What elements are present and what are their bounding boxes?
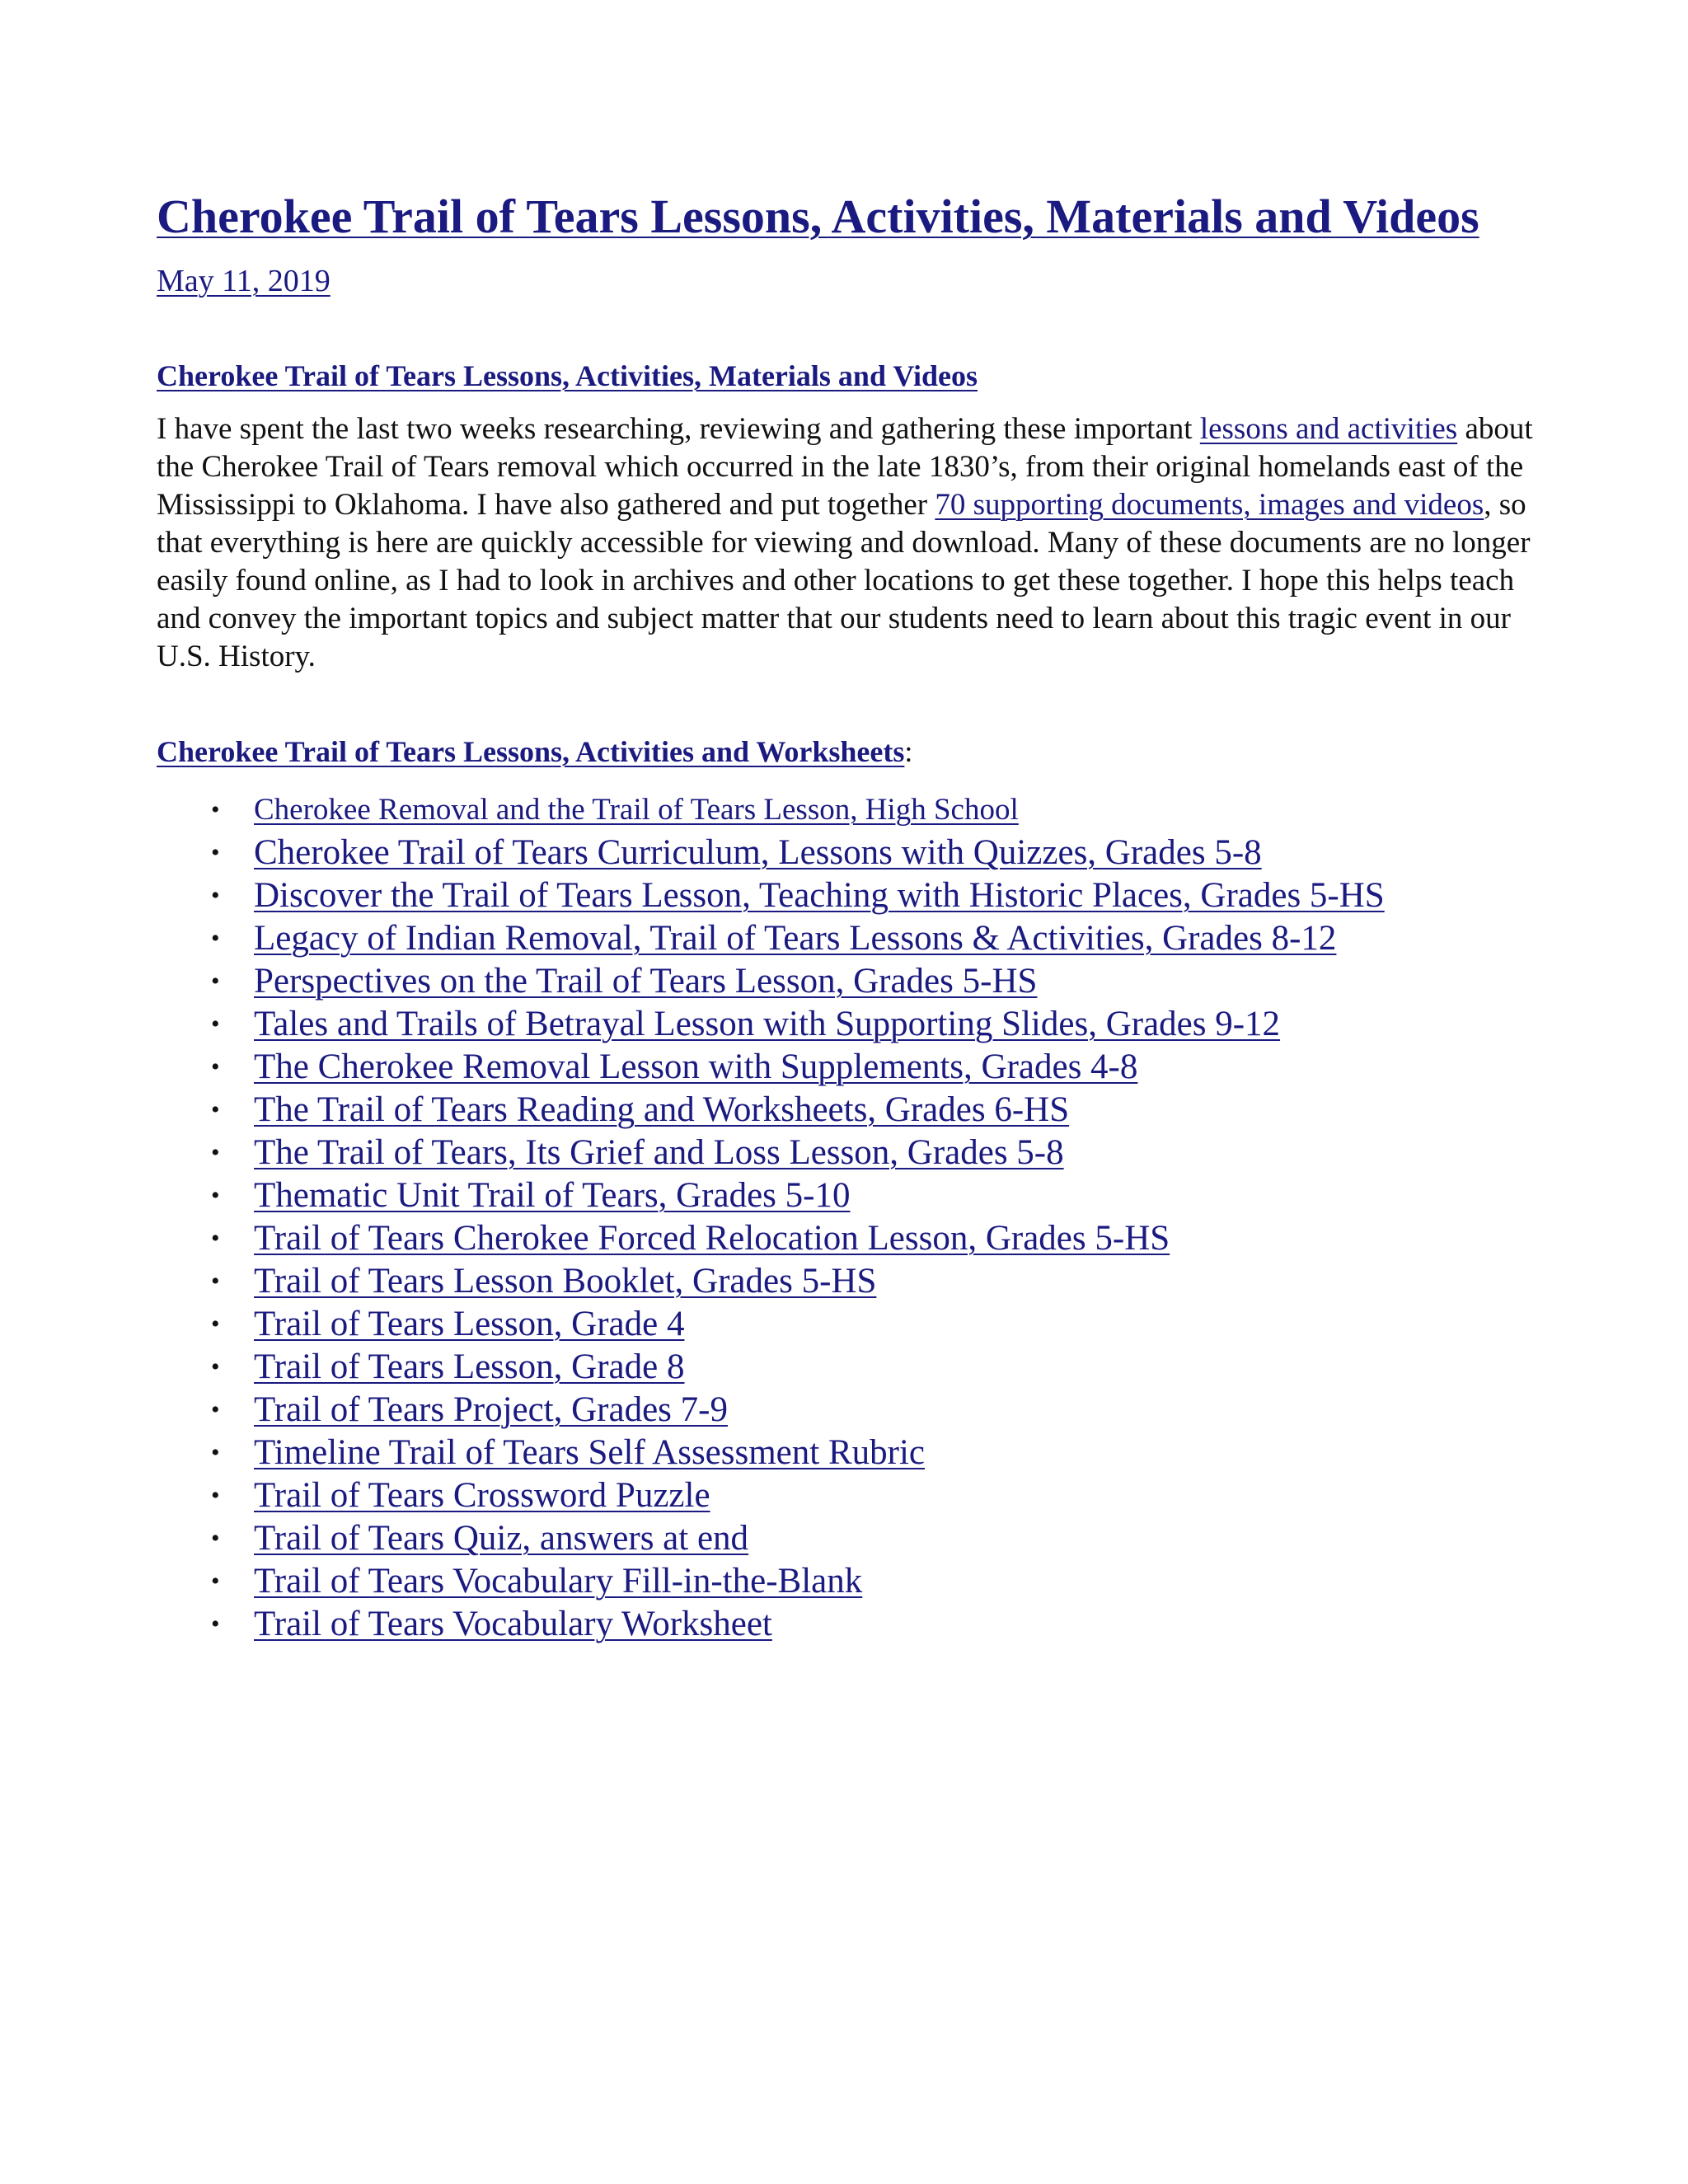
resource-list-item <box>157 1132 1385 1174</box>
bullet-icon: • <box>211 882 220 909</box>
intro-text-3: , so that everything is here are quickly accessible for viewing and download. Many of these documents are no longer easily found online, as I had to look in archives and other locations to get these together. I hope this helps teach and convey the important topics and subject matter that our students need to learn about this tragic event in our U.S. History. <box>157 488 1531 673</box>
resource-link[interactable]: Trail of Tears Lesson, Grade 4 <box>254 1305 685 1343</box>
resource-list-item <box>157 1389 1385 1432</box>
resource-link[interactable]: The Trail of Tears Reading and Worksheets, Grades 6-HS <box>254 1090 1070 1129</box>
resource-link[interactable]: Trail of Tears Vocabulary Worksheet <box>254 1605 772 1643</box>
bullet-icon: • <box>211 1053 220 1080</box>
resource-list-item <box>157 1432 1385 1474</box>
bullet-icon: • <box>211 1096 220 1123</box>
resource-link[interactable]: Trail of Tears Cherokee Forced Relocation Lesson, Grades 5-HS <box>254 1219 1170 1258</box>
bullet-icon: • <box>211 1525 220 1552</box>
resource-list-item <box>157 960 1385 1003</box>
bullet-icon: • <box>211 925 220 952</box>
section-heading-link[interactable]: Cherokee Trail of Tears Lessons, Activities, Materials and Videos <box>157 359 978 392</box>
post-title-link[interactable]: Cherokee Trail of Tears Lessons, Activities, Materials and Videos <box>157 190 1479 243</box>
resource-link[interactable]: Trail of Tears Project, Grades 7-9 <box>254 1390 728 1429</box>
resource-link[interactable]: Legacy of Indian Removal, Trail of Tears Lessons & Activities, Grades 8-12 <box>254 919 1337 958</box>
resource-link[interactable]: Timeline Trail of Tears Self Assessment Rubric <box>254 1433 925 1472</box>
bullet-icon: • <box>211 968 220 995</box>
intro-text-2: about the Cherokee Trail of Tears removal which occurred in the late 1830’s, from their original homelands east of the Mississippi to Oklahoma. I have also gathered and put together <box>157 412 1533 522</box>
resource-link[interactable]: Perspectives on the Trail of Tears Lesson, Grades 5-HS <box>254 962 1038 1001</box>
resource-link[interactable]: Trail of Tears Vocabulary Fill-in-the-Blank <box>254 1562 863 1601</box>
resource-list-item <box>157 832 1385 874</box>
resource-list-item <box>157 1003 1385 1046</box>
resource-list-item <box>157 1517 1385 1560</box>
post-date-link[interactable]: May 11, 2019 <box>157 264 331 298</box>
resource-list-item <box>157 1346 1385 1389</box>
section-heading <box>157 357 978 395</box>
bullet-icon: • <box>211 1225 220 1252</box>
resource-link[interactable]: Cherokee Removal and the Trail of Tears Lesson, High School <box>254 793 1019 827</box>
resource-list-item <box>157 1303 1385 1346</box>
resource-link[interactable]: Tales and Trails of Betrayal Lesson with Supporting Slides, Grades 9-12 <box>254 1005 1281 1043</box>
bullet-icon: • <box>211 796 220 823</box>
resource-link[interactable]: The Cherokee Removal Lesson with Supplements, Grades 4-8 <box>254 1047 1138 1086</box>
resource-list-item <box>157 1560 1385 1603</box>
resource-list-item <box>157 1046 1385 1089</box>
bullet-icon: • <box>211 1396 220 1423</box>
resource-link[interactable]: The Trail of Tears, Its Grief and Loss Lesson, Grades 5-8 <box>254 1133 1064 1172</box>
bullet-icon: • <box>211 1182 220 1209</box>
post-title <box>157 188 1479 246</box>
resource-list-item <box>157 917 1385 960</box>
supporting-documents-link[interactable]: 70 supporting documents, images and videos <box>935 488 1484 522</box>
bullet-icon: • <box>211 1268 220 1295</box>
resource-list-item <box>157 1217 1385 1260</box>
resources-heading-link[interactable]: Cherokee Trail of Tears Lessons, Activities and Worksheets <box>157 735 905 768</box>
bullet-icon: • <box>211 1482 220 1509</box>
resources-heading-colon: : <box>904 735 913 768</box>
resource-list-item <box>157 1174 1385 1217</box>
resource-link[interactable]: Discover the Trail of Tears Lesson, Teaching with Historic Places, Grades 5-HS <box>254 876 1385 915</box>
bullet-icon: • <box>211 1010 220 1038</box>
resource-list-item <box>157 874 1385 917</box>
resource-link[interactable]: Cherokee Trail of Tears Curriculum, Lessons with Quizzes, Grades 5-8 <box>254 833 1262 872</box>
bullet-icon: • <box>211 1310 220 1338</box>
bullet-icon: • <box>211 1139 220 1166</box>
intro-text-1: I have spent the last two weeks researching, reviewing and gathering these important <box>157 412 1200 446</box>
bullet-icon: • <box>211 1353 220 1380</box>
resources-list <box>157 789 1385 1646</box>
resource-list-item <box>157 1089 1385 1132</box>
resource-list-item <box>157 789 1385 832</box>
resource-link[interactable]: Trail of Tears Quiz, answers at end <box>254 1519 749 1558</box>
lessons-activities-link[interactable]: lessons and activities <box>1199 412 1458 446</box>
resource-list-item <box>157 1474 1385 1517</box>
resource-list-item <box>157 1603 1385 1646</box>
resource-link[interactable]: Trail of Tears Lesson, Grade 8 <box>254 1347 685 1386</box>
bullet-icon: • <box>211 1610 220 1638</box>
resources-heading <box>157 733 912 771</box>
resource-link[interactable]: Trail of Tears Crossword Puzzle <box>254 1476 710 1515</box>
bullet-icon: • <box>211 1568 220 1595</box>
resource-link[interactable]: Trail of Tears Lesson Booklet, Grades 5-HS <box>254 1262 877 1301</box>
resource-list-item <box>157 1260 1385 1303</box>
bullet-icon: • <box>211 839 220 866</box>
resource-link[interactable]: Thematic Unit Trail of Tears, Grades 5-10 <box>254 1176 851 1215</box>
bullet-icon: • <box>211 1439 220 1466</box>
post-date <box>157 262 331 300</box>
intro-paragraph <box>157 410 1541 676</box>
